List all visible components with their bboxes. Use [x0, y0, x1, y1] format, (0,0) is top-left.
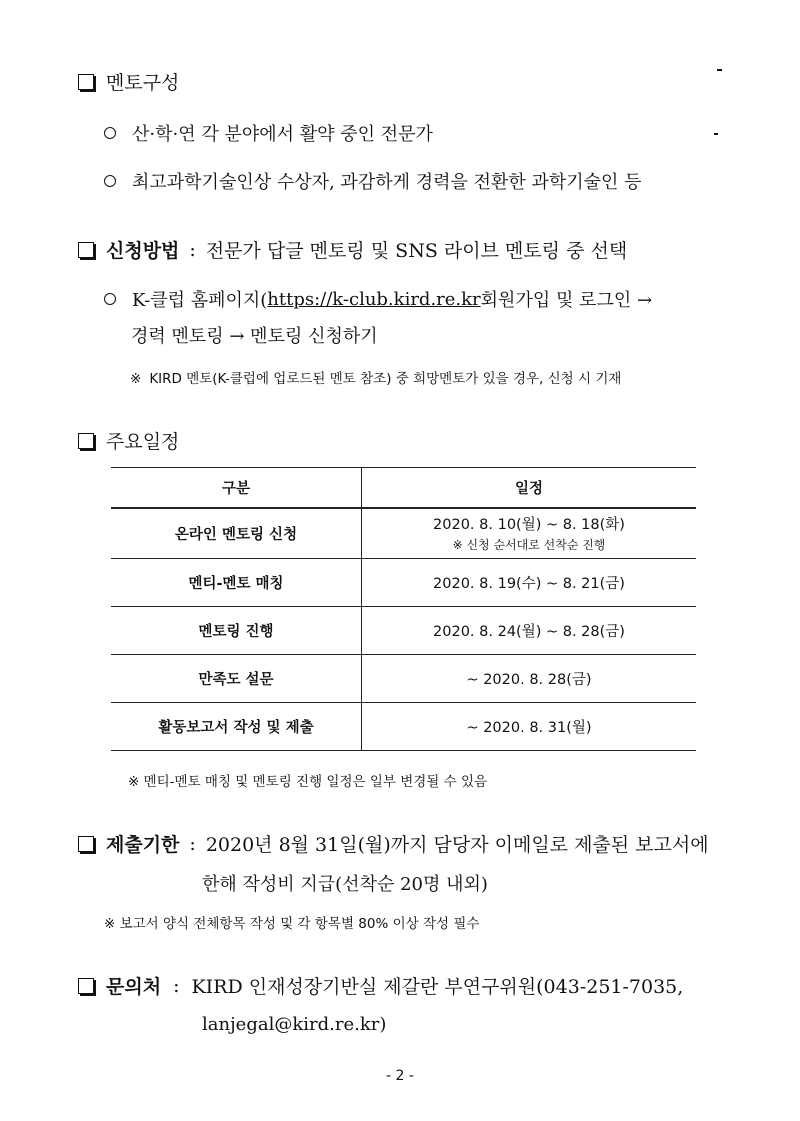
row-date: ~ 2020. 8. 28(금): [362, 654, 697, 702]
section-title: 멘토구성: [106, 72, 180, 94]
checkbox-square-icon: [78, 242, 94, 258]
table-row: [111, 508, 696, 558]
column-header: 구분: [111, 468, 362, 509]
page-number: [0, 1068, 800, 1084]
page-number-text: - 2 -: [386, 1068, 414, 1084]
section-title: 제출기한: [106, 834, 180, 856]
contact-line1: KIRD 인재성장기반실 제갈란 부연구위원(043-251-7035,: [191, 976, 684, 998]
row-subnote: ※ 신청 순서대로 선착순 진행: [452, 538, 606, 553]
row-label: 만족도 설문: [111, 654, 362, 702]
checkbox-square-icon: [78, 836, 94, 852]
list-item: [104, 120, 433, 146]
section-title: 신청방법: [106, 240, 180, 262]
row-label: 멘티-멘토 매칭: [111, 558, 362, 606]
row-label: 온라인 멘토링 신청: [111, 508, 362, 558]
row-date: 2020. 8. 24(월) ~ 8. 28(금): [362, 606, 697, 654]
checkbox-square-icon: [78, 74, 94, 90]
contact-email-text[interactable]: lanjegal@kird.re.kr): [202, 1014, 387, 1035]
colon: :: [189, 238, 196, 261]
schedule-note: [128, 770, 487, 790]
deadline-line1: 2020년 8월 31일(월)까지 담당자 이메일로 제출된 보고서에: [205, 834, 709, 856]
section-title: 주요일정: [106, 431, 180, 453]
scan-mark: [717, 69, 722, 71]
list-item: [104, 286, 652, 312]
row-label: 멘토링 진행: [111, 606, 362, 654]
note-mark: ※: [130, 371, 142, 387]
colon: :: [173, 974, 180, 997]
checkbox-square-icon: [78, 978, 94, 994]
circle-bullet-icon: [104, 175, 116, 187]
apply-prefix: K-클럽 홈페이지(: [132, 290, 268, 311]
circle-bullet-icon: [104, 293, 116, 305]
deadline-line2: [202, 870, 488, 896]
section-mentor-heading: [78, 68, 179, 95]
section-schedule-heading: [78, 427, 179, 454]
row-date-cell: [362, 508, 697, 558]
scan-mark: [714, 133, 718, 135]
table-header-row: [111, 468, 696, 509]
table-row: [111, 654, 696, 702]
row-date: 2020. 8. 10(월) ~ 8. 18(화): [433, 517, 625, 534]
list-item: [104, 168, 642, 194]
row-label: 활동보고서 작성 및 제출: [111, 702, 362, 750]
row-date: 2020. 8. 19(수) ~ 8. 21(금): [362, 558, 697, 606]
deadline-text: 한해 작성비 지급(선착순 20명 내외): [202, 874, 488, 895]
row-date: ~ 2020. 8. 31(월): [362, 702, 697, 750]
section-title: 문의처: [106, 976, 162, 998]
apply-note: [130, 367, 621, 387]
kclub-link[interactable]: https://k-club.kird.re.kr: [267, 288, 481, 310]
circle-bullet-icon: [104, 127, 116, 139]
table-row: [111, 606, 696, 654]
note-text: ※ 보고서 양식 전체항목 작성 및 각 항목별 80% 이상 작성 필수: [104, 916, 480, 932]
note-text: KIRD 멘토(K-클럽에 업로드된 멘토 참조) 중 희망멘토가 있을 경우, 신청 시 기재: [149, 371, 622, 387]
apply-suffix: 회원가입 및 로그인 →: [480, 290, 653, 311]
section-apply-heading: [78, 236, 627, 263]
deadline-note: [104, 912, 479, 932]
section-desc: 전문가 답글 멘토링 및 SNS 라이브 멘토링 중 선택: [205, 240, 628, 262]
checkbox-square-icon: [78, 433, 94, 449]
list-item-text: 산·학·연 각 분야에서 활약 중인 전문가: [132, 124, 433, 145]
list-item-continuation: [131, 322, 378, 348]
column-header: 일정: [362, 468, 697, 509]
section-deadline-heading: [78, 830, 709, 857]
note-text: ※ 멘티-멘토 매칭 및 멘토링 진행 일정은 일부 변경될 수 있음: [128, 774, 488, 790]
contact-email: [202, 1014, 386, 1035]
list-item-text: 최고과학기술인상 수상자, 과감하게 경력을 전환한 과학기술인 등: [132, 172, 642, 193]
list-item-text: 경력 멘토링 → 멘토링 신청하기: [131, 326, 378, 347]
colon: :: [189, 832, 196, 855]
table-row: [111, 702, 696, 750]
section-contact-heading: [78, 972, 683, 999]
table-row: [111, 558, 696, 606]
schedule-table: [111, 467, 696, 751]
